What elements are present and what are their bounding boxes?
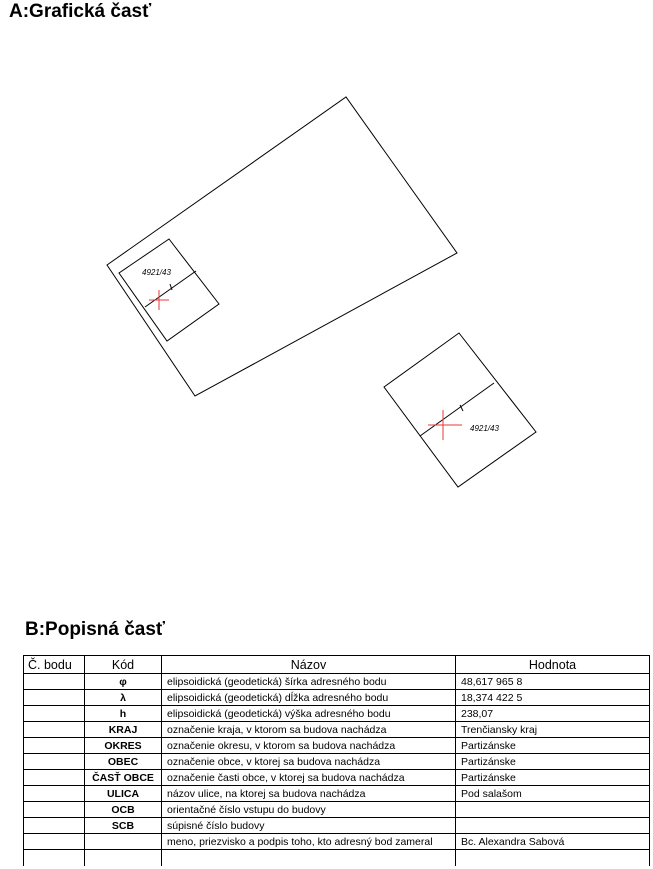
point-cell: [24, 722, 85, 738]
point-cell: [24, 834, 85, 850]
value-cell: Partizánske: [456, 738, 650, 754]
table-row: [24, 722, 650, 738]
building-outline-2: [384, 333, 536, 487]
name-cell: meno, priezvisko a podpis toho, kto adresný bod zameral: [162, 834, 456, 850]
code-cell: [85, 834, 162, 850]
code-cell: KRAJ: [85, 722, 162, 738]
code-cell: φ: [85, 674, 162, 690]
value-cell: [456, 818, 650, 834]
table-row: [24, 850, 650, 867]
table-row: [24, 802, 650, 818]
value-cell: 18,374 422 5: [456, 690, 650, 706]
parcel-label-1: 4921/43: [142, 268, 171, 277]
table-row: [24, 834, 650, 850]
code-cell: ČASŤ OBCE: [85, 770, 162, 786]
name-cell: názov ulice, na ktorej sa budova nachádza: [162, 786, 456, 802]
table-row: [24, 706, 650, 722]
table-row: [24, 690, 650, 706]
value-cell: Trenčiansky kraj: [456, 722, 650, 738]
name-cell: označenie okresu, v ktorom sa budova nachádza: [162, 738, 456, 754]
name-cell: [162, 850, 456, 867]
name-cell: označenie kraja, v ktorom sa budova nachádza: [162, 722, 456, 738]
table-row: [24, 818, 650, 834]
table-row: [24, 738, 650, 754]
table-row: [24, 674, 650, 690]
code-cell: SCB: [85, 818, 162, 834]
name-cell: elipsoidická (geodetická) šírka adresného bodu: [162, 674, 456, 690]
value-cell: Partizánske: [456, 754, 650, 770]
point-cell: [24, 674, 85, 690]
header-code: Kód: [85, 656, 162, 674]
parcel-label-2: 4921/43: [470, 424, 499, 433]
value-cell: Bc. Alexandra Sabová: [456, 834, 650, 850]
section-a-title: A:Grafická časť: [9, 1, 152, 22]
name-cell: elipsoidická (geodetická) dĺžka adresného bodu: [162, 690, 456, 706]
name-cell: elipsoidická (geodetická) výška adresného bodu: [162, 706, 456, 722]
address-point-table: [23, 655, 650, 866]
large-parcel-outline: [107, 97, 457, 396]
value-cell: Partizánske: [456, 770, 650, 786]
code-cell: OBEC: [85, 754, 162, 770]
point-cell: [24, 802, 85, 818]
table-row: [24, 770, 650, 786]
point-cell: [24, 754, 85, 770]
point-cell: [24, 818, 85, 834]
header-name: Názov: [162, 656, 456, 674]
value-cell: [456, 802, 650, 818]
code-cell: h: [85, 706, 162, 722]
value-cell: Pod salašom: [456, 786, 650, 802]
point-cell: [24, 850, 85, 867]
table-row: [24, 754, 650, 770]
code-cell: [85, 850, 162, 867]
name-cell: označenie obce, v ktorej sa budova nachádza: [162, 754, 456, 770]
header-point-number: Č. bodu: [24, 656, 85, 674]
section-b-title: B:Popisná časť: [25, 619, 166, 640]
table-header-row: [24, 656, 650, 674]
point-cell: [24, 690, 85, 706]
point-cell: [24, 738, 85, 754]
value-cell: 48,617 965 8: [456, 674, 650, 690]
name-cell: súpisné číslo budovy: [162, 818, 456, 834]
code-cell: λ: [85, 690, 162, 706]
name-cell: orientačné číslo vstupu do budovy: [162, 802, 456, 818]
code-cell: ULICA: [85, 786, 162, 802]
header-value: Hodnota: [456, 656, 650, 674]
code-cell: OCB: [85, 802, 162, 818]
value-cell: 238,07: [456, 706, 650, 722]
table-row: [24, 786, 650, 802]
point-cell: [24, 706, 85, 722]
point-cell: [24, 770, 85, 786]
name-cell: označenie časti obce, v ktorej sa budova nachádza: [162, 770, 456, 786]
point-cell: [24, 786, 85, 802]
value-cell: [456, 850, 650, 867]
code-cell: OKRES: [85, 738, 162, 754]
